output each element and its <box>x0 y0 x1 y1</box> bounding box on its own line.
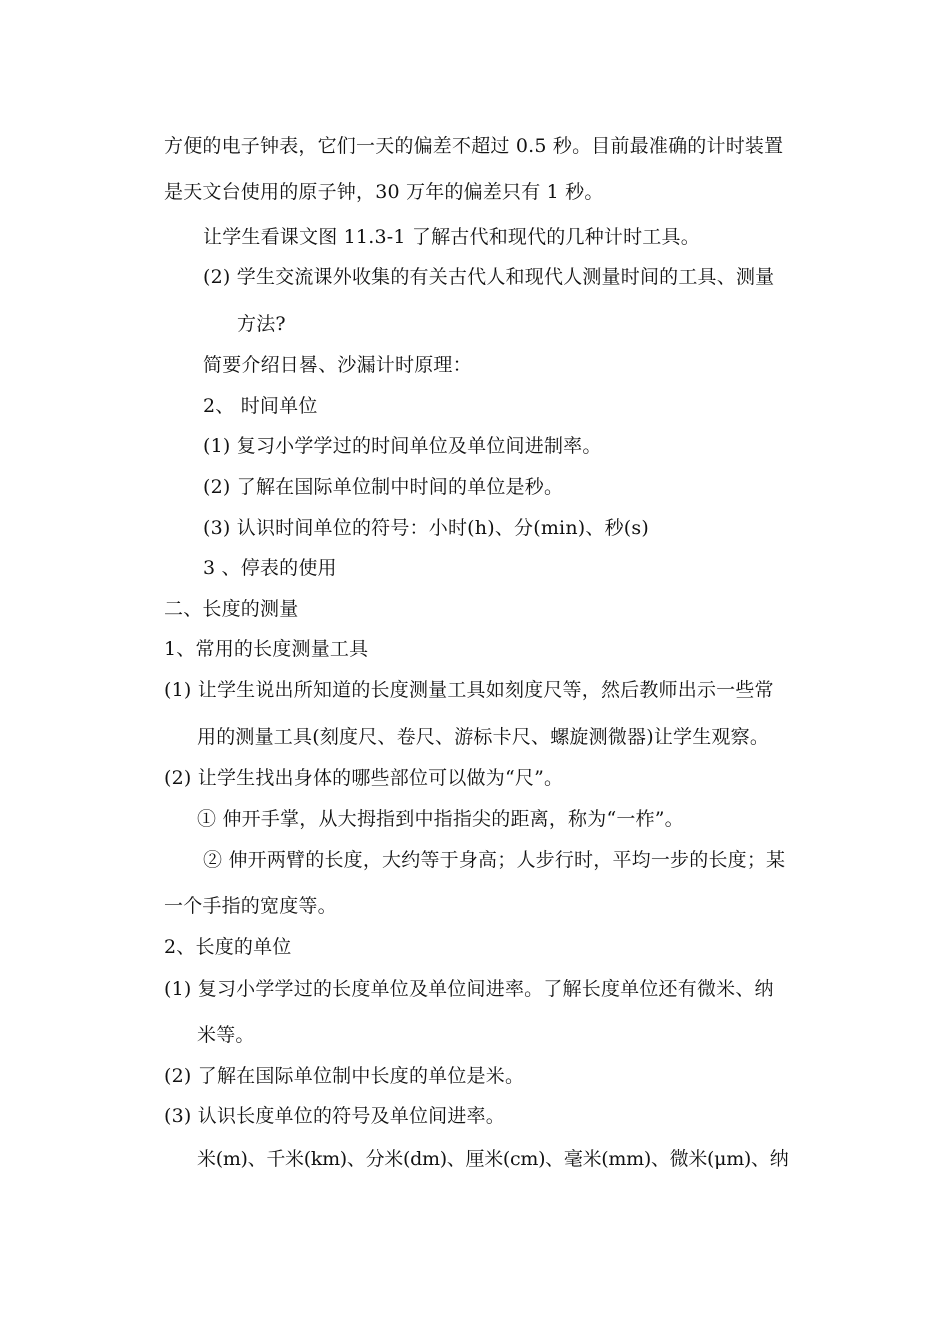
section-heading: 2、长度的单位 <box>164 936 292 958</box>
text-line: 米等。 <box>197 1024 255 1046</box>
text-line: (1) 复习小学学过的长度单位及单位间进率。了解长度单位还有微米、纳 <box>164 978 774 1000</box>
text-line: (1) 让学生说出所知道的长度测量工具如刻度尺等，然后教师出示一些常 <box>164 679 774 701</box>
text-line: (3) 认识时间单位的符号：小时(h)、分(min)、秒(s) <box>203 517 649 539</box>
text-line: 一个手指的宽度等。 <box>164 895 337 917</box>
text-line: ① 伸开手掌，从大拇指到中指指尖的距离，称为“一柞”。 <box>197 808 684 830</box>
text-line: (2) 了解在国际单位制中时间的单位是秒。 <box>203 476 564 498</box>
section-heading: 3 、停表的使用 <box>203 557 337 579</box>
chapter-heading: 二、长度的测量 <box>164 598 299 620</box>
text-line: 是天文台使用的原子钟，30 万年的偏差只有 1 秒。 <box>164 181 604 203</box>
text-line: 方法? <box>237 313 286 335</box>
text-line: 用的测量工具(刻度尺、卷尺、游标卡尺、螺旋测微器)让学生观察。 <box>197 726 770 748</box>
text-line: (3) 认识长度单位的符号及单位间进率。 <box>164 1105 505 1127</box>
section-heading: 2、 时间单位 <box>203 395 318 417</box>
text-line: 让学生看课文图 11.3-1 了解古代和现代的几种计时工具。 <box>203 226 700 248</box>
text-line: (2) 学生交流课外收集的有关古代人和现代人测量时间的工具、测量 <box>203 266 775 288</box>
text-line: (2) 了解在国际单位制中长度的单位是米。 <box>164 1065 525 1087</box>
text-line: ② 伸开两臂的长度，大约等于身高；人步行时，平均一步的长度；某 <box>203 849 786 871</box>
text-line: 简要介绍日晷、沙漏计时原理： <box>203 354 472 376</box>
text-line: (2) 让学生找出身体的哪些部位可以做为“尺”。 <box>164 767 564 789</box>
text-line: 米(m)、千米(km)、分米(dm)、厘米(cm)、毫米(mm)、微米(μm)、纳 <box>197 1148 789 1170</box>
text-line: 方便的电子钟表，它们一天的偏差不超过 0.5 秒。目前最准确的计时装置 <box>164 135 784 157</box>
section-heading: 1、常用的长度测量工具 <box>164 638 369 660</box>
text-line: (1) 复习小学学过的时间单位及单位间进制率。 <box>203 435 602 457</box>
